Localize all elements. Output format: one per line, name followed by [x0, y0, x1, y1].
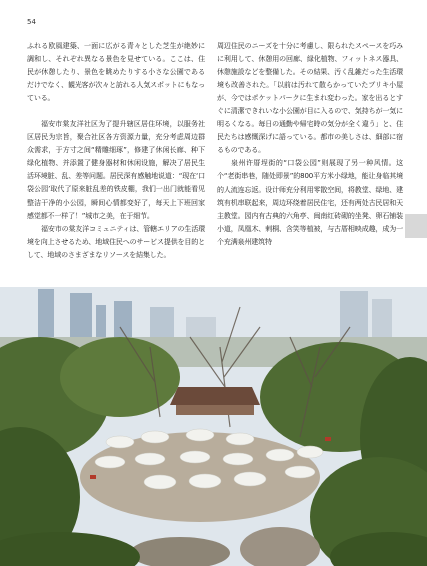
zh-paragraph: 泉州许厝埕街的“口袋公园”则展现了另一种风情。这个“老街串巷，随处即景”的800平方米小绿地，能让身临其境的人流连忘返。设计师充分利用零散空间，将教堂、绿地、建筑有机串联起来，周边环绕着居民住宅，还有两处古民居和天主教堂。园内有古典的六角亭、闽南红砖砌的坐凳、卵石铺装小道，凤凰木、剌桐、含笑等植被，与古厝相映成趣，成为一个充满泉州建筑特 — [217, 159, 403, 246]
right-column — [217, 40, 403, 249]
jp-paragraph-continued: 周辺住民のニーズを十分に考慮し、限られたスペースを巧みに利用して、休憩用の回廊、緑化植物、フィットネス器具、休憩施設などを整備した。その結果、汚く乱雑だった生活環境も改善された。「以前は汚れて散らかっていたブリキ小屋が、今ではポケットパークに生まれ変わった。家を出るとすぐに清潔できれいな小公園が目に入るので、気持ちが一気に明るくなる。毎日の通勤や帰宅時の気分が全く違う」と、住民たちは感慨深げに語っている。都市の美しさは、細部に宿るものである。 — [217, 42, 403, 155]
zh-paragraph: 福安市棠友洋社区为了提升辖区居住环境，以服务社区居民为宗旨，聚合社区各方资源力量，充分考虑周边群众需求，于方寸之间“精雕细琢”，修建了休闲长廊、种下绿化植物、并添置了健身器材和休闲设施，解决了居民生活环境脏、乱、差等问题。居民深有感触地说道：“现在‘口袋公园’取代了原来脏乱差的铁皮棚，我们一出门就能看见整洁干净的小公园，瞬间心情都变好了，每天上下班回家感觉都不一样了！”城市之美，在于细节。 — [27, 120, 205, 220]
jp-paragraph: 福安市の棠友洋コミュニティは、管轄エリアの生活環境を向上させるため、地域住民へのサービス提供を目的として、地域のさまざまなリソースを結集した。 — [27, 224, 205, 259]
page-number: 54 — [27, 18, 36, 26]
jp-paragraph: ふれる欧風建築、一面に広がる青々とした芝生が絶妙に調和し、それぞれ異なる景色を見せている。ここは、住民が休憩したり、景色を眺めたりする小さな公園であるだけでなく、観光客が次々と訪れる人気スポットにもなっている。 — [27, 42, 205, 103]
left-column — [27, 40, 205, 262]
page-edge-tab — [405, 214, 427, 238]
park-photo — [0, 287, 427, 566]
